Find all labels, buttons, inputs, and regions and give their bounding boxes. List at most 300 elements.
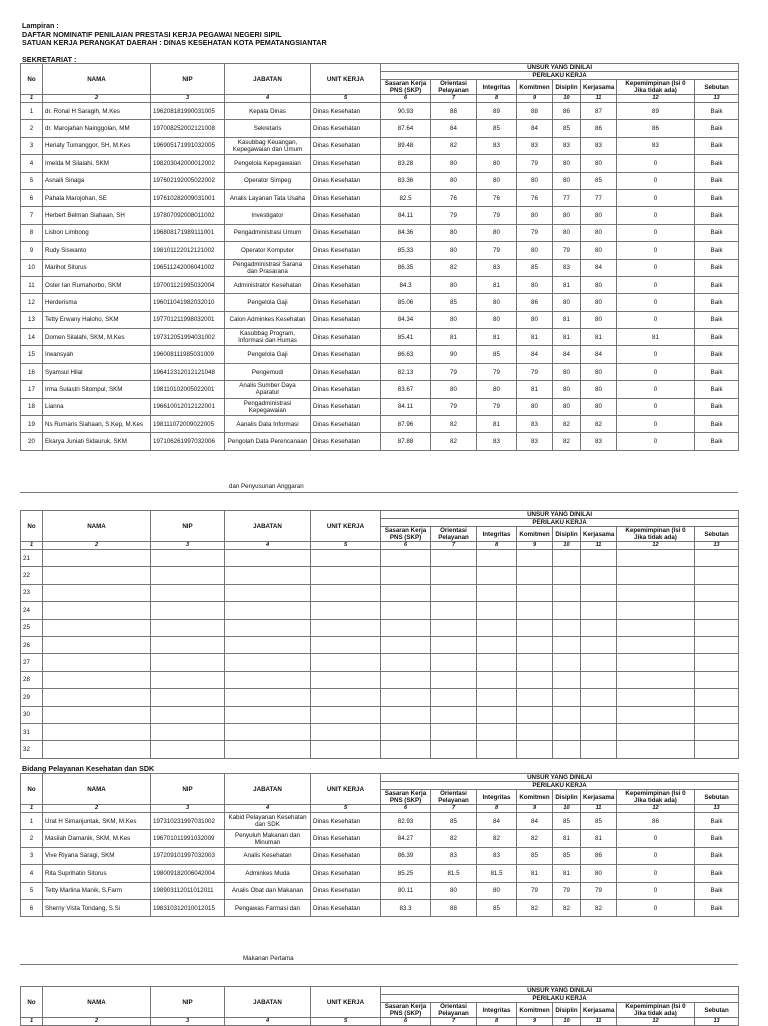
cell-jabatan: Aanalis Data Informasi [225, 416, 311, 433]
table-row-empty [21, 654, 739, 671]
cell-int: 83 [477, 847, 517, 864]
col-no: No [21, 64, 43, 95]
col-disiplin: Disiplin [553, 80, 581, 95]
cell-jabatan: Adminkes Muda [225, 865, 311, 882]
cell-kom: 79 [517, 882, 553, 899]
table-row [21, 882, 739, 899]
cell-empty [151, 636, 225, 653]
cell-seb: Baik [695, 882, 739, 899]
cell-unit: Dinas Kesehatan [311, 830, 381, 847]
cell-no: 16 [21, 363, 43, 380]
table-row [21, 847, 739, 864]
cell-dis: 84 [553, 346, 581, 363]
cell-empty [43, 741, 151, 758]
cell-ker: 80 [581, 311, 617, 328]
cell-no: 30 [21, 706, 43, 723]
cell-ori: 82 [431, 416, 477, 433]
cell-nama: Lianna [43, 398, 151, 415]
cell-empty [225, 689, 311, 706]
cell-seb: Baik [695, 813, 739, 830]
cell-nama: Rita Suprihatin Sitorus [43, 865, 151, 882]
cell-empty [43, 550, 151, 567]
cell-int: 89 [477, 103, 517, 120]
cell-nama: Asnaili Sinaga [43, 172, 151, 189]
cell-empty [311, 550, 381, 567]
cell-ker: 82 [581, 899, 617, 916]
cell-empty [695, 689, 739, 706]
section-title-sekretariat: SEKRETARIAT : [22, 55, 77, 64]
cell-ori: 79 [431, 363, 477, 380]
cell-seb: Baik [695, 433, 739, 450]
col-number: 8 [477, 542, 517, 550]
col-number: 9 [517, 95, 553, 103]
cell-jabatan: Pengadministrasi Umum [225, 224, 311, 241]
cell-no: 3 [21, 847, 43, 864]
table-row [21, 294, 739, 311]
cell-seb: Baik [695, 329, 739, 346]
cell-nip: 196208181990031005 [151, 103, 225, 120]
cell-no: 5 [21, 882, 43, 899]
cell-dis: 82 [553, 416, 581, 433]
cell-empty [581, 584, 617, 601]
cell-empty [381, 654, 431, 671]
cell-empty [553, 654, 581, 671]
cell-empty [517, 689, 553, 706]
cell-kep: 0 [617, 224, 695, 241]
cell-skp: 83.28 [381, 155, 431, 172]
cell-empty [477, 689, 517, 706]
cell-ori: 80 [431, 242, 477, 259]
col-nama: NAMA [43, 511, 151, 542]
cell-empty [581, 706, 617, 723]
cell-ker: 80 [581, 155, 617, 172]
cell-nip: 197312051994031002 [151, 329, 225, 346]
cell-int: 81 [477, 276, 517, 293]
table-row-empty [21, 636, 739, 653]
col-kerjasama: Kerjasama [581, 527, 617, 542]
cell-empty [43, 636, 151, 653]
document-header [22, 22, 327, 48]
cell-unit: Dinas Kesehatan [311, 847, 381, 864]
cell-nama: Rudy Siswanto [43, 242, 151, 259]
cell-ker: 80 [581, 207, 617, 224]
cell-nama: Tetty Marlina Manik, S.Farm [43, 882, 151, 899]
cell-kom: 79 [517, 155, 553, 172]
cell-nama: dr. Ronal H Saragih, M.Kes [43, 103, 151, 120]
table-row [21, 172, 739, 189]
col-sebutan: Sebutan [695, 790, 739, 805]
col-komitmen: Komitmen [517, 1003, 553, 1018]
col-number: 7 [431, 95, 477, 103]
cell-seb: Baik [695, 847, 739, 864]
cell-empty [517, 602, 553, 619]
cell-nip: 197701211998032001 [151, 311, 225, 328]
cell-no: 23 [21, 584, 43, 601]
cell-unit: Dinas Kesehatan [311, 172, 381, 189]
cell-empty [43, 654, 151, 671]
cell-nip: 198111072009022005 [151, 416, 225, 433]
cell-skp: 89.48 [381, 137, 431, 154]
col-integritas: Integritas [477, 80, 517, 95]
col-kerjasama: Kerjasama [581, 1003, 617, 1018]
cell-empty [695, 654, 739, 671]
cell-jabatan: Pengawas Farmasi dan [225, 899, 311, 916]
header-line-1: Lampiran : [22, 21, 59, 30]
table-row-empty [21, 619, 739, 636]
cell-no: 1 [21, 103, 43, 120]
table-row [21, 346, 739, 363]
col-disiplin: Disiplin [553, 1003, 581, 1018]
cell-empty [553, 550, 581, 567]
cell-empty [477, 550, 517, 567]
cell-nip: 197001121995032004 [151, 276, 225, 293]
col-number: 5 [311, 542, 381, 550]
col-kepemimpinan: Kepemimpinan (Isi 0 Jika tidak ada) [617, 527, 695, 542]
cell-int: 83 [477, 259, 517, 276]
col-jabatan: JABATAN [225, 987, 311, 1018]
cell-ker: 80 [581, 242, 617, 259]
cell-seb: Baik [695, 189, 739, 206]
col-no: No [21, 511, 43, 542]
cell-empty [311, 671, 381, 688]
cell-seb: Baik [695, 155, 739, 172]
cell-ori: 82 [431, 137, 477, 154]
cell-empty [695, 550, 739, 567]
col-kerjasama: Kerjasama [581, 790, 617, 805]
table-row [21, 189, 739, 206]
cell-no: 31 [21, 723, 43, 740]
cell-empty [43, 602, 151, 619]
cell-nip: 196905171991032005 [151, 137, 225, 154]
col-nip: NIP [151, 987, 225, 1018]
col-disiplin: Disiplin [553, 790, 581, 805]
cell-ker: 77 [581, 189, 617, 206]
col-number: 5 [311, 1018, 381, 1026]
cell-ori: 80 [431, 276, 477, 293]
cell-no: 17 [21, 381, 43, 398]
cell-dis: 82 [553, 899, 581, 916]
cell-empty [581, 636, 617, 653]
cell-empty [431, 706, 477, 723]
cell-int: 81 [477, 329, 517, 346]
cell-skp: 85.33 [381, 242, 431, 259]
col-number: 6 [381, 95, 431, 103]
col-orientasi: Orientasi Pelayanan [431, 80, 477, 95]
table-row [21, 899, 739, 916]
cell-empty [381, 584, 431, 601]
cell-nip: 197310231997031002 [151, 813, 225, 830]
cell-ker: 81 [581, 830, 617, 847]
cell-kom: 85 [517, 259, 553, 276]
col-number: 4 [225, 542, 311, 550]
cell-int: 79 [477, 207, 517, 224]
cell-empty [431, 689, 477, 706]
cell-dis: 82 [553, 433, 581, 450]
cell-kom: 80 [517, 311, 553, 328]
cell-dis: 85 [553, 813, 581, 830]
cell-kom: 84 [517, 120, 553, 137]
col-sebutan: Sebutan [695, 527, 739, 542]
cell-empty [477, 706, 517, 723]
cell-nama: Herderisma [43, 294, 151, 311]
cell-empty [151, 689, 225, 706]
cell-jabatan: Pengemudi [225, 363, 311, 380]
cell-ker: 81 [581, 329, 617, 346]
cell-nama: Vive Riyana Saragi, SKM [43, 847, 151, 864]
cell-no: 3 [21, 137, 43, 154]
cell-ori: 88 [431, 103, 477, 120]
cell-dis: 81 [553, 865, 581, 882]
col-number: 1 [21, 542, 43, 550]
cell-ker: 84 [581, 346, 617, 363]
cell-jabatan: Analis Obat dan Makanan [225, 882, 311, 899]
cell-int: 82 [477, 830, 517, 847]
cell-jabatan: Investigator [225, 207, 311, 224]
col-number: 7 [431, 1018, 477, 1026]
table-pelayanan-continued [20, 986, 738, 1024]
cell-empty [431, 723, 477, 740]
cell-ori: 90 [431, 346, 477, 363]
col-number: 8 [477, 805, 517, 813]
cell-empty [381, 671, 431, 688]
cell-dis: 80 [553, 207, 581, 224]
cell-empty [431, 550, 477, 567]
cell-empty [477, 636, 517, 653]
col-number: 4 [225, 95, 311, 103]
col-integritas: Integritas [477, 527, 517, 542]
cell-kom: 80 [517, 207, 553, 224]
col-nama: NAMA [43, 987, 151, 1018]
cell-ori: 80 [431, 381, 477, 398]
cell-int: 79 [477, 398, 517, 415]
col-number: 7 [431, 542, 477, 550]
col-perilaku: PERILAKU KERJA [381, 72, 739, 80]
cell-no: 4 [21, 155, 43, 172]
cell-kom: 80 [517, 242, 553, 259]
cell-empty [431, 741, 477, 758]
cell-dis: 80 [553, 398, 581, 415]
cell-skp: 82.5 [381, 189, 431, 206]
cell-ori: 81 [431, 329, 477, 346]
cell-empty [695, 567, 739, 584]
col-jabatan: JABATAN [225, 774, 311, 805]
cell-no: 19 [21, 416, 43, 433]
cell-nip: 197209101997032003 [151, 847, 225, 864]
col-skp: Sasaran Kerja PNS (SKP) [381, 1003, 431, 1018]
cell-seb: Baik [695, 416, 739, 433]
cell-empty [225, 654, 311, 671]
cell-unit: Dinas Kesehatan [311, 346, 381, 363]
cell-unit: Dinas Kesehatan [311, 276, 381, 293]
cell-nip: 196412312012121048 [151, 363, 225, 380]
cell-empty [617, 741, 695, 758]
cell-int: 84 [477, 813, 517, 830]
col-number: 6 [381, 542, 431, 550]
table-row [21, 865, 739, 882]
col-unit-kerja: UNIT KERJA [311, 64, 381, 95]
cell-nip: 197610282009031001 [151, 189, 225, 206]
cell-empty [581, 741, 617, 758]
table-row [21, 433, 739, 450]
cell-empty [43, 706, 151, 723]
table-row-empty [21, 584, 739, 601]
cell-empty [225, 636, 311, 653]
cell-int: 85 [477, 120, 517, 137]
cell-unit: Dinas Kesehatan [311, 155, 381, 172]
cell-dis: 81 [553, 311, 581, 328]
col-perilaku: PERILAKU KERJA [381, 995, 739, 1003]
header-line-2: DAFTAR NOMINATIF PENILAIAN PRESTASI KERJA PEGAWAI NEGERI SIPIL [22, 29, 282, 39]
cell-empty [581, 654, 617, 671]
cell-empty [695, 602, 739, 619]
cell-seb: Baik [695, 865, 739, 882]
col-sebutan: Sebutan [695, 80, 739, 95]
cell-ker: 85 [581, 172, 617, 189]
cell-ker: 83 [581, 433, 617, 450]
cell-empty [695, 706, 739, 723]
cell-ori: 83 [431, 847, 477, 864]
cell-empty [517, 723, 553, 740]
cell-empty [43, 584, 151, 601]
cell-skp: 84.27 [381, 830, 431, 847]
cell-empty [151, 741, 225, 758]
cell-empty [431, 671, 477, 688]
col-number: 11 [581, 95, 617, 103]
cell-empty [517, 636, 553, 653]
cell-kep: 0 [617, 172, 695, 189]
cell-seb: Baik [695, 830, 739, 847]
cell-empty [477, 671, 517, 688]
cell-kom: 82 [517, 830, 553, 847]
cell-ker: 80 [581, 381, 617, 398]
cell-skp: 86.35 [381, 259, 431, 276]
cell-empty [311, 584, 381, 601]
cell-ori: 85 [431, 294, 477, 311]
col-kerjasama: Kerjasama [581, 80, 617, 95]
cell-empty [617, 723, 695, 740]
cell-jabatan: Kabid Pelayanan Kesehatan dan SDK [225, 813, 311, 830]
cell-kom: 83 [517, 137, 553, 154]
cell-ori: 85 [431, 813, 477, 830]
cell-empty [311, 741, 381, 758]
table-row [21, 830, 739, 847]
cell-unit: Dinas Kesehatan [311, 137, 381, 154]
cell-empty [477, 567, 517, 584]
cell-kep: 0 [617, 433, 695, 450]
cell-no: 1 [21, 813, 43, 830]
cell-kep: 0 [617, 155, 695, 172]
cell-nama: dr. Marojahan Nainggolan, MM [43, 120, 151, 137]
cell-empty [553, 619, 581, 636]
cell-empty [381, 619, 431, 636]
table-row-empty [21, 723, 739, 740]
cell-seb: Baik [695, 346, 739, 363]
col-number: 3 [151, 805, 225, 813]
table-row-empty [21, 706, 739, 723]
cell-empty [225, 602, 311, 619]
cell-empty [381, 689, 431, 706]
col-unit-kerja: UNIT KERJA [311, 987, 381, 1018]
cell-kep: 0 [617, 346, 695, 363]
cell-unit: Dinas Kesehatan [311, 416, 381, 433]
cell-kom: 80 [517, 276, 553, 293]
cell-empty [695, 671, 739, 688]
cell-kom: 83 [517, 416, 553, 433]
cell-empty [581, 671, 617, 688]
cell-unit: Dinas Kesehatan [311, 433, 381, 450]
cell-dis: 80 [553, 172, 581, 189]
cell-nip: 198101122012121002 [151, 242, 225, 259]
cell-nip: 198110102005022001 [151, 381, 225, 398]
cell-seb: Baik [695, 103, 739, 120]
cell-seb: Baik [695, 259, 739, 276]
col-number: 5 [311, 805, 381, 813]
cell-skp: 83.36 [381, 172, 431, 189]
table-sekretariat-cut-jabatan: dan Penyusunan Anggaran [229, 483, 304, 490]
cell-kom: 81 [517, 381, 553, 398]
cell-empty [43, 567, 151, 584]
cell-kep: 0 [617, 830, 695, 847]
cell-nama: Lisbon Limbong [43, 224, 151, 241]
cell-int: 85 [477, 899, 517, 916]
cell-no: 14 [21, 329, 43, 346]
cell-no: 15 [21, 346, 43, 363]
col-skp: Sasaran Kerja PNS (SKP) [381, 790, 431, 805]
cell-ker: 80 [581, 865, 617, 882]
cell-int: 76 [477, 189, 517, 206]
cell-nama: Urat H Simanjuntak, SKM, M.Kes [43, 813, 151, 830]
cell-jabatan: Pengolah Data Perencanaan [225, 433, 311, 450]
cell-empty [311, 567, 381, 584]
cell-empty [695, 636, 739, 653]
table-row [21, 242, 739, 259]
cell-ori: 88 [431, 899, 477, 916]
cell-skp: 84.34 [381, 311, 431, 328]
cell-jabatan: Pengadministrasi Kepegawaian [225, 398, 311, 415]
cell-seb: Baik [695, 381, 739, 398]
cell-empty [695, 584, 739, 601]
col-no: No [21, 774, 43, 805]
table-row-empty [21, 567, 739, 584]
cell-kom: 88 [517, 103, 553, 120]
cell-no: 25 [21, 619, 43, 636]
cell-int: 80 [477, 381, 517, 398]
cell-nip: 196011041982032010 [151, 294, 225, 311]
cell-jabatan: Calon Adminkes Kesehatan [225, 311, 311, 328]
cell-nip: 196808171989111001 [151, 224, 225, 241]
cell-nip: 198903112011012011 [151, 882, 225, 899]
cell-empty [581, 602, 617, 619]
cell-kom: 82 [517, 899, 553, 916]
cell-ori: 80 [431, 155, 477, 172]
cell-empty [581, 567, 617, 584]
cell-nip: 196008111985031009 [151, 346, 225, 363]
col-perilaku: PERILAKU KERJA [381, 519, 739, 527]
cell-seb: Baik [695, 242, 739, 259]
cell-empty [477, 741, 517, 758]
cell-jabatan: Operator Komputer [225, 242, 311, 259]
cell-empty [477, 723, 517, 740]
col-komitmen: Komitmen [517, 527, 553, 542]
table-row [21, 311, 739, 328]
col-unsur: UNSUR YANG DINILAI [381, 64, 739, 72]
table-row [21, 137, 739, 154]
cell-empty [517, 619, 553, 636]
cell-empty [581, 723, 617, 740]
cell-ker: 80 [581, 276, 617, 293]
cell-nama: Marihot Sitorus [43, 259, 151, 276]
cell-ori: 80 [431, 311, 477, 328]
